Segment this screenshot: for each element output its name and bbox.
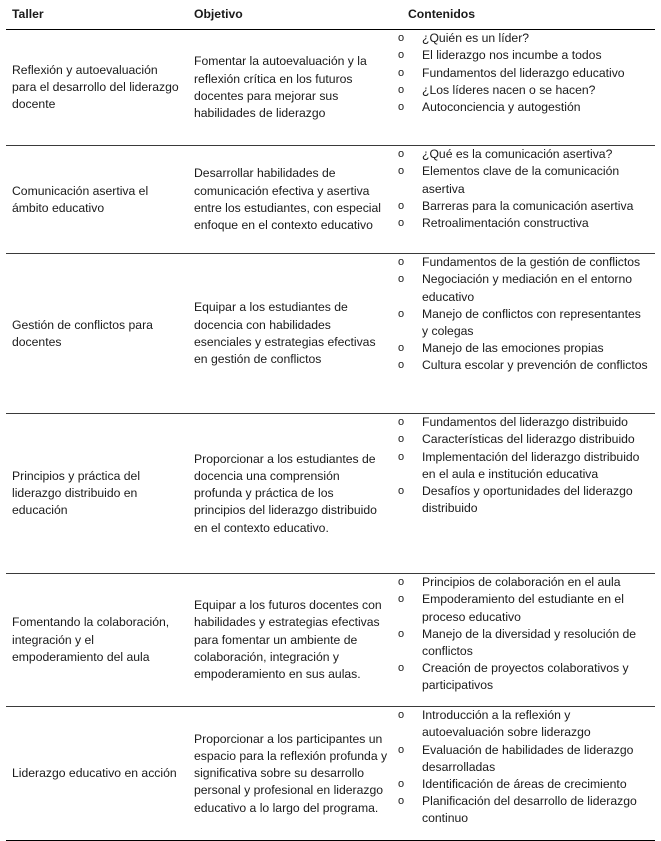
table-row xyxy=(6,707,655,841)
list-item xyxy=(394,591,649,625)
header-taller: Taller xyxy=(6,2,188,30)
list-item-text: ¿Qué es la comunicación asertiva? xyxy=(422,147,613,162)
list-item xyxy=(394,340,649,357)
circle-bullet-icon: o xyxy=(398,485,405,498)
list-item-text: Fundamentos del liderazgo distribuido xyxy=(422,415,628,430)
list-item xyxy=(394,776,649,793)
list-item xyxy=(394,357,649,374)
contenidos-cell xyxy=(394,30,655,146)
contenidos-list xyxy=(394,146,649,232)
list-item xyxy=(394,254,649,271)
list-item-text: Desafíos y oportunidades del liderazgo distribuido xyxy=(422,484,633,516)
table-row xyxy=(6,30,655,146)
circle-bullet-icon: o xyxy=(398,576,405,589)
objetivo-cell: Equipar a los estudiantes de docencia con habilidades esenciales y estrategias efectivas en gestión de conflictos xyxy=(188,254,394,414)
objetivo-cell: Fomentar la autoevaluación y la reflexión crítica en los futuros docentes para mejorar sus habilidades de liderazgo xyxy=(188,30,394,146)
circle-bullet-icon: o xyxy=(398,165,405,178)
circle-bullet-icon: o xyxy=(398,593,405,606)
circle-bullet-icon: o xyxy=(398,217,405,230)
taller-cell: Fomentando la colaboración, integración y el empoderamiento del aula xyxy=(6,574,188,707)
list-item-text: Manejo de las emociones propias xyxy=(422,341,604,356)
list-item xyxy=(394,271,649,305)
list-item xyxy=(394,483,649,517)
circle-bullet-icon: o xyxy=(398,433,405,446)
circle-bullet-icon: o xyxy=(398,795,405,808)
list-item xyxy=(394,47,649,64)
contenidos-list xyxy=(394,574,649,694)
circle-bullet-icon: o xyxy=(398,778,405,791)
circle-bullet-icon: o xyxy=(398,342,405,355)
taller-cell: Gestión de conflictos para docentes xyxy=(6,254,188,414)
contenidos-cell xyxy=(394,146,655,254)
header-row xyxy=(6,2,655,30)
contenidos-cell xyxy=(394,414,655,574)
list-item-text: Creación de proyectos colaborativos y participativos xyxy=(422,661,629,693)
circle-bullet-icon: o xyxy=(398,307,405,320)
list-item-text: Planificación del desarrollo de liderazgo continuo xyxy=(422,794,637,826)
list-item xyxy=(394,30,649,47)
contenidos-list xyxy=(394,30,649,116)
list-item xyxy=(394,99,649,116)
circle-bullet-icon: o xyxy=(398,66,405,79)
list-item-text: El liderazgo nos incumbe a todos xyxy=(422,48,602,63)
circle-bullet-icon: o xyxy=(398,32,405,45)
list-item xyxy=(394,449,649,483)
circle-bullet-icon: o xyxy=(398,256,405,269)
list-item xyxy=(394,198,649,215)
list-item-text: Manejo de la diversidad y resolución de conflictos xyxy=(422,626,637,659)
list-item xyxy=(394,793,649,827)
circle-bullet-icon: o xyxy=(398,709,405,722)
list-item xyxy=(394,163,649,197)
contenidos-list xyxy=(394,254,649,374)
objetivo-cell: Proporcionar a los estudiantes de docencia una comprensión profunda y práctica de los principios del liderazgo distribuido en el contexto educativo. xyxy=(188,414,394,574)
list-item xyxy=(394,742,649,776)
list-item xyxy=(394,146,649,163)
circle-bullet-icon: o xyxy=(398,627,405,640)
contenidos-list xyxy=(394,414,649,517)
list-item xyxy=(394,707,649,741)
list-item-text: Implementación del liderazgo distribuido en el aula e institución educativa xyxy=(422,449,640,481)
list-item-text: Empoderamiento del estudiante en el proceso educativo xyxy=(422,592,624,624)
header-contenidos: Contenidos xyxy=(394,2,655,30)
taller-cell: Principios y práctica del liderazgo distribuido en educación xyxy=(6,414,188,574)
list-item-text: Negociación y mediación en el entorno educativo xyxy=(422,272,633,304)
circle-bullet-icon: o xyxy=(398,49,405,62)
list-item xyxy=(394,65,649,82)
list-item xyxy=(394,82,649,99)
contenidos-cell xyxy=(394,254,655,414)
list-item-text: Autoconciencia y autogestión xyxy=(422,100,581,115)
list-item xyxy=(394,414,649,431)
list-item xyxy=(394,626,649,660)
list-item-text: Barreras para la comunicación asertiva xyxy=(422,198,634,213)
taller-cell: Comunicación asertiva el ámbito educativo xyxy=(6,146,188,254)
list-item xyxy=(394,574,649,591)
list-item-text: ¿Los líderes nacen o se hacen? xyxy=(422,82,596,97)
table-row xyxy=(6,146,655,254)
taller-cell: Reflexión y autoevaluación para el desarrollo del liderazgo docente xyxy=(6,30,188,146)
objetivo-cell: Proporcionar a los participantes un espacio para la reflexión profunda y significativa sobre su desarrollo personal y profesional en liderazgo educativo a lo largo del programa. xyxy=(188,707,394,841)
list-item-text: Cultura escolar y prevención de conflictos xyxy=(422,358,648,373)
list-item-text: Fundamentos del liderazgo educativo xyxy=(422,65,625,80)
table-row xyxy=(6,254,655,414)
list-item xyxy=(394,306,649,340)
circle-bullet-icon: o xyxy=(398,101,405,114)
circle-bullet-icon: o xyxy=(398,83,405,96)
list-item xyxy=(394,660,649,694)
circle-bullet-icon: o xyxy=(398,450,405,463)
list-item-text: Principios de colaboración en el aula xyxy=(422,575,621,590)
list-item-text: Retroalimentación constructiva xyxy=(422,216,589,231)
header-objetivo: Objetivo xyxy=(188,2,394,30)
objetivo-cell: Desarrollar habilidades de comunicación efectiva y asertiva entre los estudiantes, con especial enfoque en el contexto educativo xyxy=(188,146,394,254)
circle-bullet-icon: o xyxy=(398,273,405,286)
circle-bullet-icon: o xyxy=(398,359,405,372)
workshops-table xyxy=(6,2,655,841)
circle-bullet-icon: o xyxy=(398,743,405,756)
circle-bullet-icon: o xyxy=(398,199,405,212)
list-item-text: Identificación de áreas de crecimiento xyxy=(422,777,627,792)
list-item-text: Elementos clave de la comunicación asertiva xyxy=(422,164,620,196)
objetivo-cell: Equipar a los futuros docentes con habilidades y estrategias efectivas para fomentar un ambiente de colaboración, integración y empoderamiento en sus aulas. xyxy=(188,574,394,707)
circle-bullet-icon: o xyxy=(398,662,405,675)
list-item-text: Características del liderazgo distribuido xyxy=(422,432,635,447)
circle-bullet-icon: o xyxy=(398,148,405,161)
list-item xyxy=(394,431,649,448)
list-item xyxy=(394,215,649,232)
table-row xyxy=(6,414,655,574)
table-row xyxy=(6,574,655,707)
contenidos-cell xyxy=(394,574,655,707)
list-item-text: Evaluación de habilidades de liderazgo desarrolladas xyxy=(422,742,634,774)
list-item-text: Fundamentos de la gestión de conflictos xyxy=(422,255,641,270)
taller-cell: Liderazgo educativo en acción xyxy=(6,707,188,841)
list-item-text: Introducción a la reflexión y autoevaluación sobre liderazgo xyxy=(422,708,591,740)
contenidos-cell xyxy=(394,707,655,841)
contenidos-list xyxy=(394,707,649,827)
list-item-text: Manejo de conflictos con representantes y colegas xyxy=(422,306,641,339)
circle-bullet-icon: o xyxy=(398,416,405,429)
list-item-text: ¿Quién es un líder? xyxy=(422,31,530,46)
